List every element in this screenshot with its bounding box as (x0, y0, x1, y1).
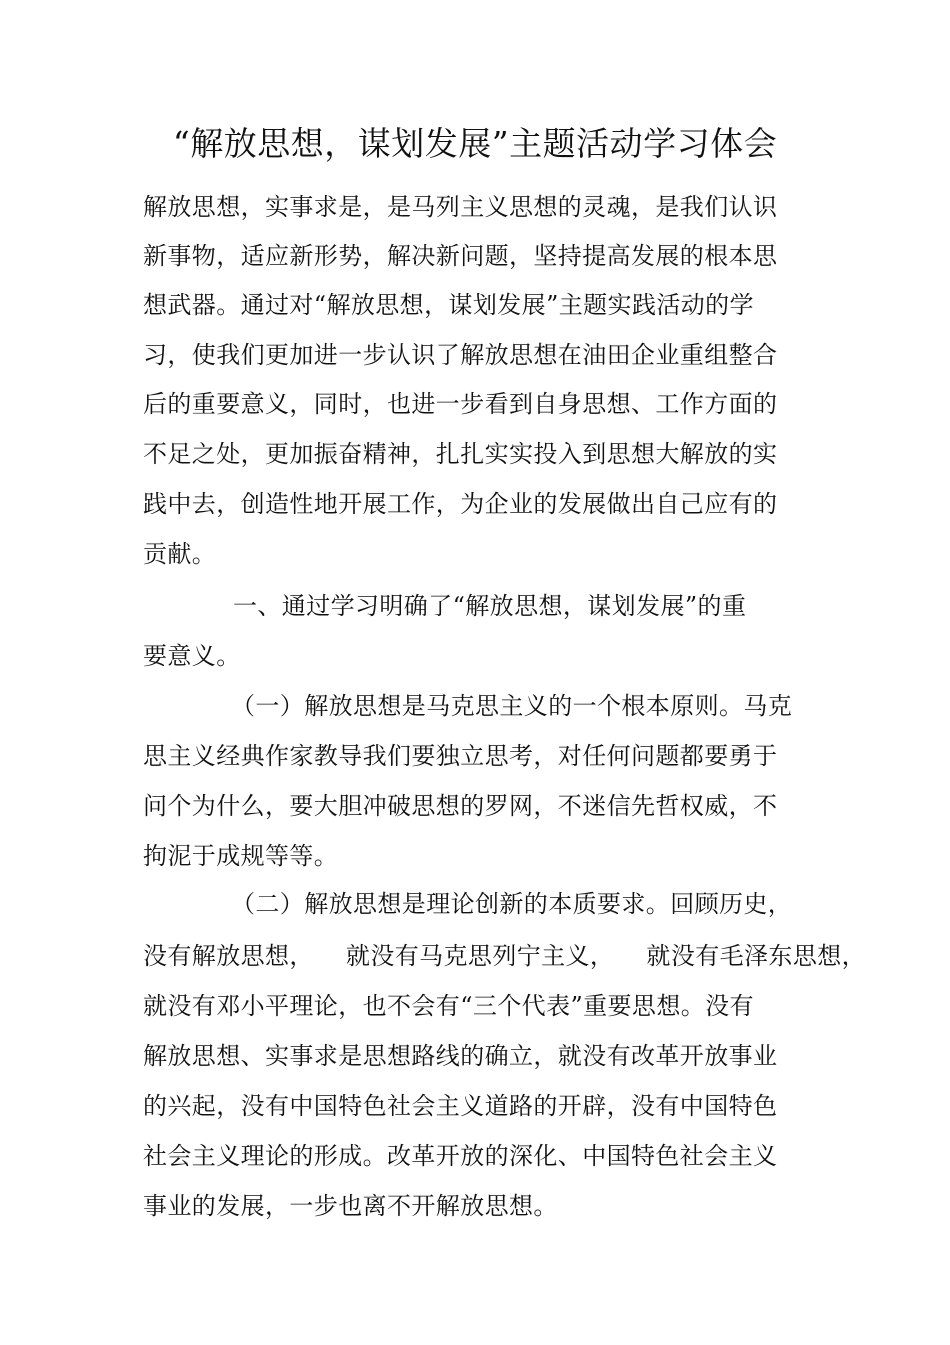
paragraph-line: 后的重要意义，同时，也进一步看到自身思想、工作方面的 (143, 390, 778, 418)
paragraph-line: 想武器。通过对“解放思想，谋划发展”主题实践活动的学 (143, 291, 754, 319)
paragraph-line: 解放思想、实事求是思想路线的确立，就没有改革开放事业 (143, 1042, 778, 1070)
paragraph-line: 习，使我们更加进一步认识了解放思想在油田企业重组整合 (143, 341, 778, 369)
paragraph-line: 没有解放思想， 就没有马克思列宁主义， 就没有毛泽东思想， (143, 942, 867, 970)
section-heading-line: 要意义。 (143, 642, 241, 670)
paragraph-line: 问个为什么，要大胆冲破思想的罗网，不迷信先哲权威，不 (143, 792, 778, 820)
paragraph-line: 社会主义理论的形成。改革开放的深化、中国特色社会主义 (143, 1142, 778, 1170)
paragraph-line: 思主义经典作家教导我们要独立思考，对任何问题都要勇于 (143, 742, 778, 770)
paragraph-line: 拘泥于成规等等。 (143, 842, 339, 870)
paragraph-line: 践中去，创造性地开展工作，为企业的发展做出自己应有的 (143, 490, 778, 518)
paragraph-line: 贡献。 (143, 540, 217, 568)
paragraph-line: （二）解放思想是理论创新的本质要求。回顾历史， (231, 890, 793, 918)
document-title: “解放思想，谋划发展”主题活动学习体会 (172, 124, 778, 163)
paragraph-line: （一）解放思想是马克思主义的一个根本原则。马克 (231, 692, 793, 720)
paragraph-line: 的兴起，没有中国特色社会主义道路的开辟，没有中国特色 (143, 1092, 778, 1120)
paragraph-line: 不足之处，更加振奋精神，扎扎实实投入到思想大解放的实 (143, 440, 778, 468)
paragraph-line: 解放思想，实事求是，是马列主义思想的灵魂，是我们认识 (143, 193, 778, 221)
paragraph-line: 就没有邓小平理论，也不会有“三个代表”重要思想。没有 (143, 992, 754, 1020)
section-heading-line: 一、通过学习明确了“解放思想，谋划发展”的重 (233, 592, 747, 620)
paragraph-line: 新事物，适应新形势，解决新问题，坚持提高发展的根本思 (143, 242, 778, 270)
paragraph-line: 事业的发展，一步也离不开解放思想。 (143, 1192, 558, 1220)
